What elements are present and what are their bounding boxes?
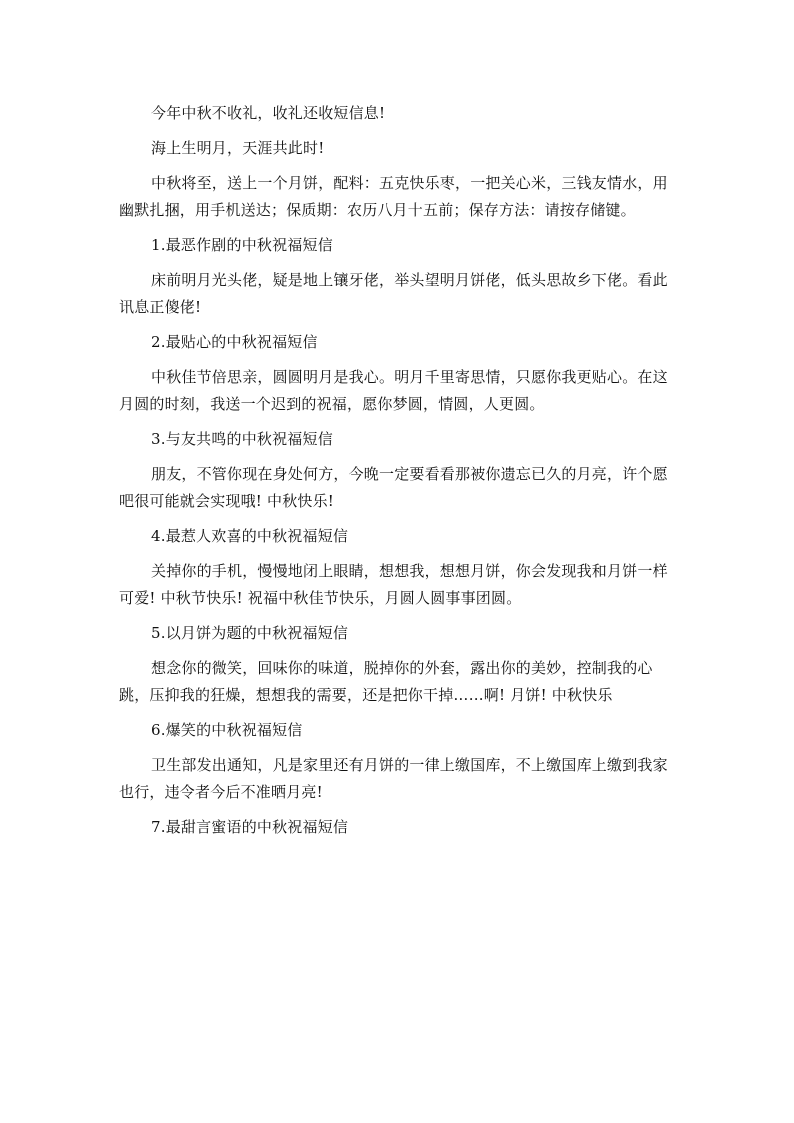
section-body-1: 床前明月光头佬，疑是地上镶牙佬，举头望明月饼佬，低头思故乡下佬。看此讯息正傻佬! — [119, 271, 668, 316]
section-body-4: 关掉你的手机，慢慢地闭上眼睛，想想我，想想月饼，你会发现我和月饼一样可爱! 中秋节快乐! 祝福中秋佳节快乐，月圆人圆事事团圆。 — [119, 562, 668, 607]
section-heading-6: 6.爆笑的中秋祝福短信 — [151, 721, 303, 739]
section-heading-1: 1.最恶作剧的中秋祝福短信 — [151, 236, 333, 254]
section-heading-5: 5.以月饼为题的中秋祝福短信 — [151, 624, 349, 642]
section-heading-2: 2.最贴心的中秋祝福短信 — [151, 333, 318, 351]
section-heading-7: 7.最甜言蜜语的中秋祝福短信 — [151, 818, 349, 836]
intro-line-1: 今年中秋不收礼，收礼还收短信息! — [151, 104, 386, 122]
section-heading-4: 4.最惹人欢喜的中秋祝福短信 — [151, 527, 349, 545]
section-body-6: 卫生部发出通知，凡是家里还有月饼的一律上缴国库，不上缴国库上缴到我家也行，违令者今后不准晒月亮! — [119, 756, 668, 801]
section-body-2: 中秋佳节倍思亲，圆圆明月是我心。明月千里寄思情，只愿你我更贴心。在这月圆的时刻，我送一个迟到的祝福，愿你梦圆，情圆，人更圆。 — [119, 368, 668, 413]
section-body-5: 想念你的微笑，回味你的味道，脱掉你的外套，露出你的美妙，控制我的心跳，压抑我的狂燥，想想我的需要，还是把你干掉……啊! 月饼! 中秋快乐 — [119, 659, 653, 704]
intro-line-2: 海上生明月，天涯共此时! — [151, 139, 325, 157]
intro-mooncake-message: 中秋将至，送上一个月饼，配料：五克快乐枣，一把关心米，三钱友情水，用幽默扎捆，用手机送达；保质期：农历八月十五前；保存方法：请按存储键。 — [119, 174, 668, 219]
section-heading-3: 3.与友共鸣的中秋祝福短信 — [151, 430, 333, 448]
document-body — [119, 100, 674, 849]
section-body-3: 朋友，不管你现在身处何方，今晚一定要看看那被你遗忘已久的月亮，许个愿吧很可能就会实现哦! 中秋快乐! — [119, 465, 668, 510]
